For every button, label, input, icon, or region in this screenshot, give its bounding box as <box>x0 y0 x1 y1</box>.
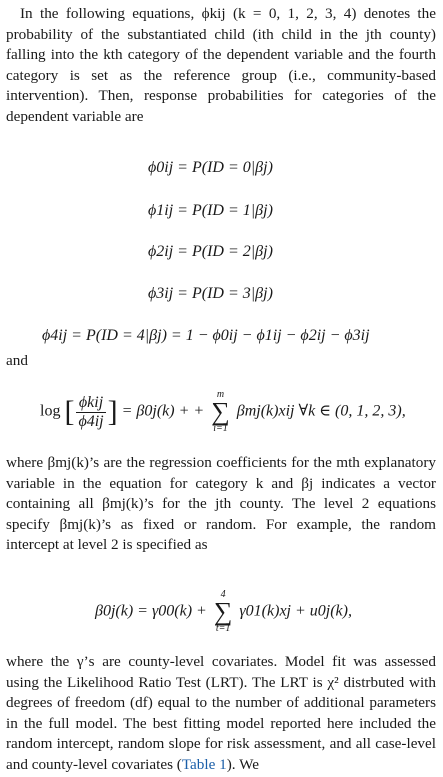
coefficients-paragraph-text: where βmj(k)’s are the regression coefficients for the mth explanatory variable in the equation for category k and βj indicates a vector containing all βmj(k)’s for the jth county. The level 2 equations specify βmj(k)’s as fixed or random. For example, the random intercept at level 2 is specified as <box>6 454 436 553</box>
summation-upper-limit: m <box>216 389 225 400</box>
intro-paragraph <box>6 4 436 127</box>
intercept-equation-term: γ01(k)xj + u0j(k), <box>239 602 352 620</box>
intercept-equation-lhs: β0j(k) = γ00(k) + <box>95 602 207 620</box>
right-bracket: ] <box>107 395 118 428</box>
equation-phi-4: ϕ4ij = P(ID = 4|βj) = 1 − ϕ0ij − ϕ1ij − ϕ2ij − ϕ3ij <box>42 327 370 344</box>
equation-phi-1: ϕ1ij = P(ID = 1|βj) <box>148 202 273 219</box>
model-fit-paragraph-tail: ). We <box>226 755 259 773</box>
model-fit-paragraph <box>6 652 436 775</box>
left-bracket: [ <box>64 395 75 428</box>
model-fit-paragraph-text: where the γ’s are county-level covariates. Model fit was assessed using the Likelihood Ratio Test (LRT). The LRT is χ² distrbuted with degrees of freedom (df) equal to the number of additional parameters in the full model. The best fitting model reported here included the random intercept, random slope for risk assessment, and all case-level and county-level covariates ( <box>6 653 436 773</box>
intercept-summation-symbol: 4 ∑ t=1 <box>213 589 233 634</box>
log-equation-term: βmj(k)xij ∀k ∈ (0, 1, 2, 3), <box>236 402 406 420</box>
coefficients-paragraph <box>6 453 436 556</box>
and-word: and <box>6 352 28 369</box>
summation-lower-limit: i=1 <box>213 423 228 434</box>
summation-symbol: m ∑ i=1 <box>211 389 230 434</box>
intro-paragraph-text: In the following equations, ϕkij (k = 0, 1, 2, 3, 4) denotes the probability of the substantiated child (ith child in the jth county) falling into the kth category of the dependent variable and the fourth category is set as the reference group (i.e., community-based intervention). Then, response probabilities for categories of the dependent variable are <box>6 5 436 125</box>
log-equation <box>40 390 406 434</box>
log-fraction-numerator: ϕkij <box>76 394 105 413</box>
intercept-equation <box>95 590 352 634</box>
log-equation-rhs: = β0j(k) + + <box>121 402 205 420</box>
log-fraction-denominator: ϕ4ij <box>78 412 104 430</box>
intercept-summation-lower-limit: t=1 <box>215 623 231 634</box>
log-label: log <box>40 402 61 420</box>
equation-phi-3: ϕ3ij = P(ID = 3|βj) <box>148 285 273 302</box>
log-fraction <box>76 394 105 431</box>
table-1-link[interactable]: Table 1 <box>181 755 227 773</box>
equation-phi-0: ϕ0ij = P(ID = 0|βj) <box>148 159 273 176</box>
intercept-summation-upper-limit: 4 <box>220 589 226 600</box>
equation-phi-2: ϕ2ij = P(ID = 2|βj) <box>148 243 273 260</box>
